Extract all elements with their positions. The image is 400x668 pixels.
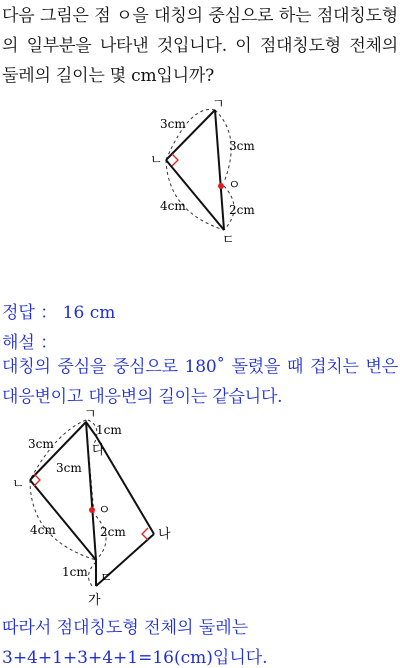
right-angle-mark-right xyxy=(142,528,148,540)
figure-1 xyxy=(140,92,280,252)
label-center: ㅇ xyxy=(98,503,111,518)
answer-value: 16 cm xyxy=(62,303,116,323)
length-bottom-small: 1cm xyxy=(62,565,88,579)
label-top: ㄱ xyxy=(84,410,97,422)
label-center: ㅇ xyxy=(228,178,241,193)
conclusion-text: 따라서 점대칭도형 전체의 둘레는 xyxy=(2,618,249,638)
label-left: ㄴ xyxy=(150,153,163,168)
edge-bottom-left xyxy=(166,160,224,230)
label-ga: 가 xyxy=(88,593,101,606)
label-top: ㄱ xyxy=(212,97,225,112)
edge-right-upper xyxy=(96,436,154,534)
label-da: 다 xyxy=(92,443,105,458)
center-dot xyxy=(89,507,95,513)
explanation-text: 대칭의 중심을 중심으로 180˚ 돌렸을 때 겹치는 변은 대응변이고 대응변의 길이는 같습니다. xyxy=(2,357,398,407)
label-na: 나 xyxy=(158,527,171,542)
length-bottom-left: 4cm xyxy=(160,199,186,213)
length-top-right: 1cm xyxy=(96,423,122,437)
length-bottom-right: 2cm xyxy=(229,203,255,217)
right-angle-mark xyxy=(172,154,178,166)
right-angle-mark-left xyxy=(34,474,40,486)
label-bottom: ㄷ xyxy=(222,233,235,248)
question-text: 다음 그림은 점 ㅇ을 대칭의 중심으로 하는 점대칭도형의 일부분을 나타낸 것입니다. 이 점대칭도형 전체의 둘레의 길이는 몇 cm입니까? xyxy=(2,6,398,86)
length-top-left: 3cm xyxy=(28,437,54,451)
explanation-label: 해설 ： xyxy=(2,333,58,353)
equation-text: 3+4+1+3+4+1=16(cm)입니다. xyxy=(2,648,268,668)
length-center-right: 2cm xyxy=(100,525,126,539)
length-top-left: 3cm xyxy=(160,117,186,131)
arc-bottom-small xyxy=(88,562,96,588)
edge-bottom-left xyxy=(30,480,96,560)
label-bottom: ㄷ xyxy=(100,571,113,586)
answer-label: 정답 ： xyxy=(2,303,58,323)
length-top-mid: 3cm xyxy=(56,461,82,475)
figure-2 xyxy=(4,410,194,606)
length-top-right: 3cm xyxy=(229,139,255,153)
length-bottom-left: 4cm xyxy=(30,523,56,537)
label-left: ㄴ xyxy=(12,477,25,492)
edge-right xyxy=(215,110,224,230)
answer-line xyxy=(2,298,115,323)
center-dot xyxy=(218,183,224,189)
